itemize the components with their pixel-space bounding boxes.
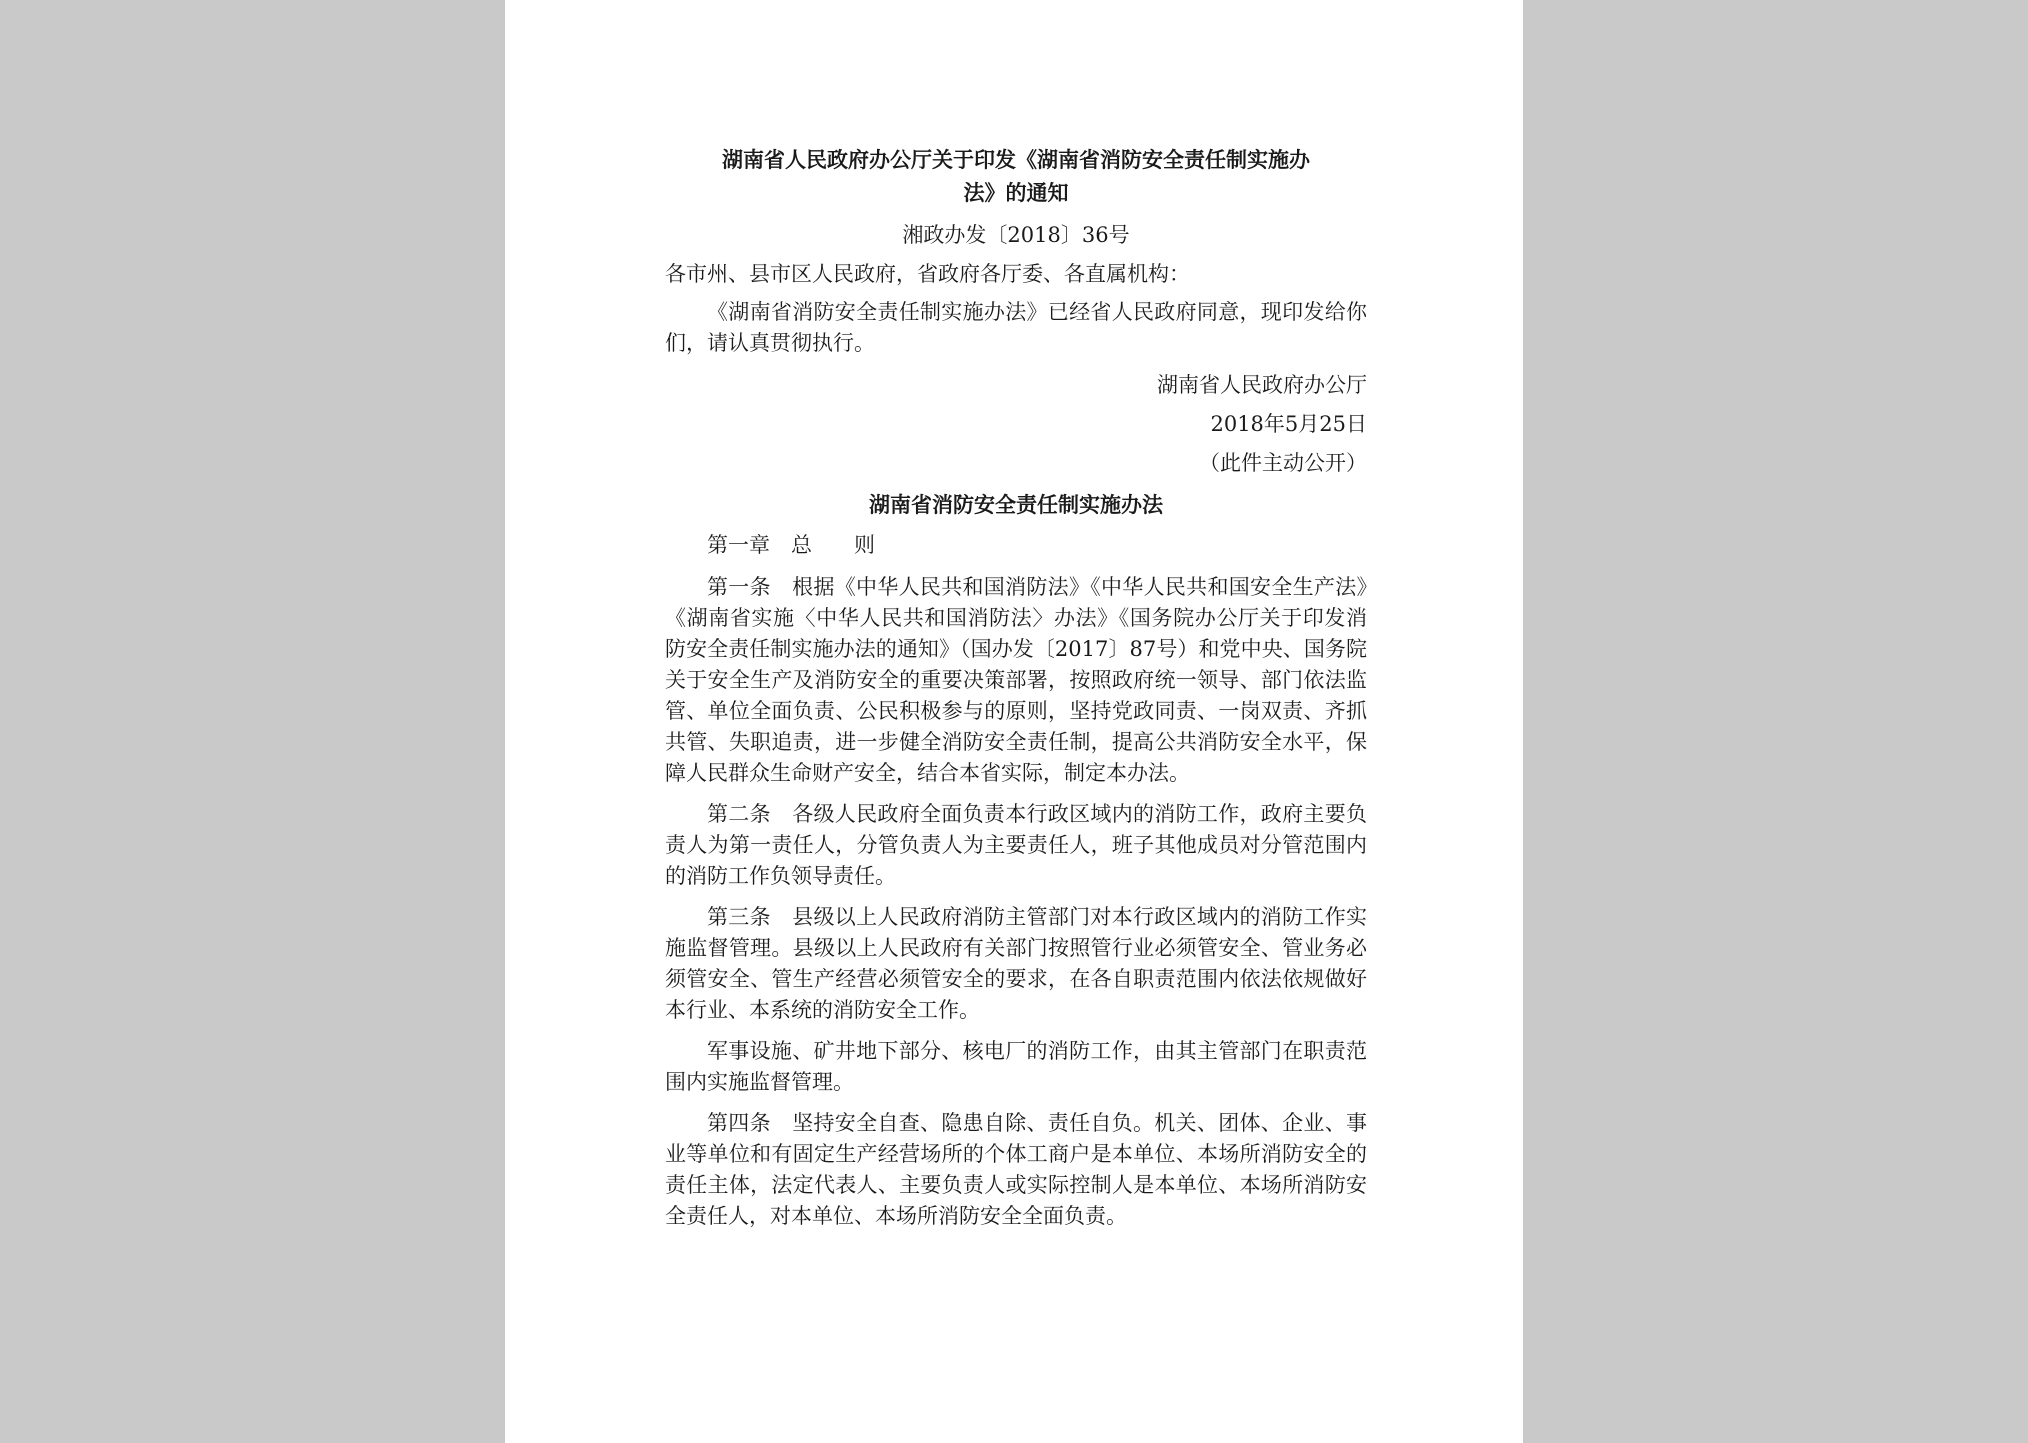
article-3: 第三条 县级以上人民政府消防主管部门对本行政区域内的消防工作实施监督管理。县级以上人民政府有关部门按照管行业必须管安全、管业务必须管安全、管生产经营必须管安全的要求，在各自职责范围内依法依规做好本行业、本系统的消防安全工作。 [665, 905, 1367, 1022]
disclosure-note: （此件主动公开） [1199, 451, 1367, 475]
issue-date: 2018年5月25日 [1210, 412, 1367, 436]
chapter-heading: 第一章 总 则 [707, 533, 875, 557]
notice-title [665, 143, 1367, 209]
addressee: 各市州、县市区人民政府，省政府各厅委、各直属机构： [665, 262, 1190, 286]
page-content [665, 143, 1367, 1242]
article-2: 第二条 各级人民政府全面负责本行政区域内的消防工作，政府主要负责人为第一责任人，分管负责人为主要责任人，班子其他成员对分管范围内的消防工作负领导责任。 [665, 802, 1367, 888]
document-number: 湘政办发〔2018〕36号 [902, 223, 1130, 247]
notice-title-line1: 湖南省人民政府办公厅关于印发《湖南省消防安全责任制实施办 [722, 147, 1310, 172]
article-3-supplement: 军事设施、矿井地下部分、核电厂的消防工作，由其主管部门在职责范围内实施监督管理。 [665, 1039, 1367, 1094]
document-page [505, 0, 1523, 1443]
notice-title-line2: 法》的通知 [963, 180, 1069, 205]
issuer: 湖南省人民政府办公厅 [1157, 373, 1367, 397]
article-4: 第四条 坚持安全自查、隐患自除、责任自负。机关、团体、企业、事业等单位和有固定生产经营场所的个体工商户是本单位、本场所消防安全的责任主体，法定代表人、主要负责人或实际控制人是本单位、本场所消防安全责任人，对本单位、本场所消防安全全面负责。 [665, 1111, 1367, 1228]
regulation-title: 湖南省消防安全责任制实施办法 [869, 492, 1163, 517]
notice-body: 《湖南省消防安全责任制实施办法》已经省人民政府同意，现印发给你们，请认真贯彻执行。 [665, 300, 1367, 355]
article-1: 第一条 根据《中华人民共和国消防法》《中华人民共和国安全生产法》《湖南省实施〈中华人民共和国消防法〉办法》《国务院办公厅关于印发消防安全责任制实施办法的通知》（国办发〔2017〕87号）和党中央、国务院关于安全生产及消防安全的重要决策部署，按照政府统一领导、部门依法监管、单位全面负责、公民积极参与的原则，坚持党政同责、一岗双责、齐抓共管、失职追责，进一步健全消防安全责任制，提高公共消防安全水平，保障人民群众生命财产安全，结合本省实际，制定本办法。 [665, 575, 1367, 785]
